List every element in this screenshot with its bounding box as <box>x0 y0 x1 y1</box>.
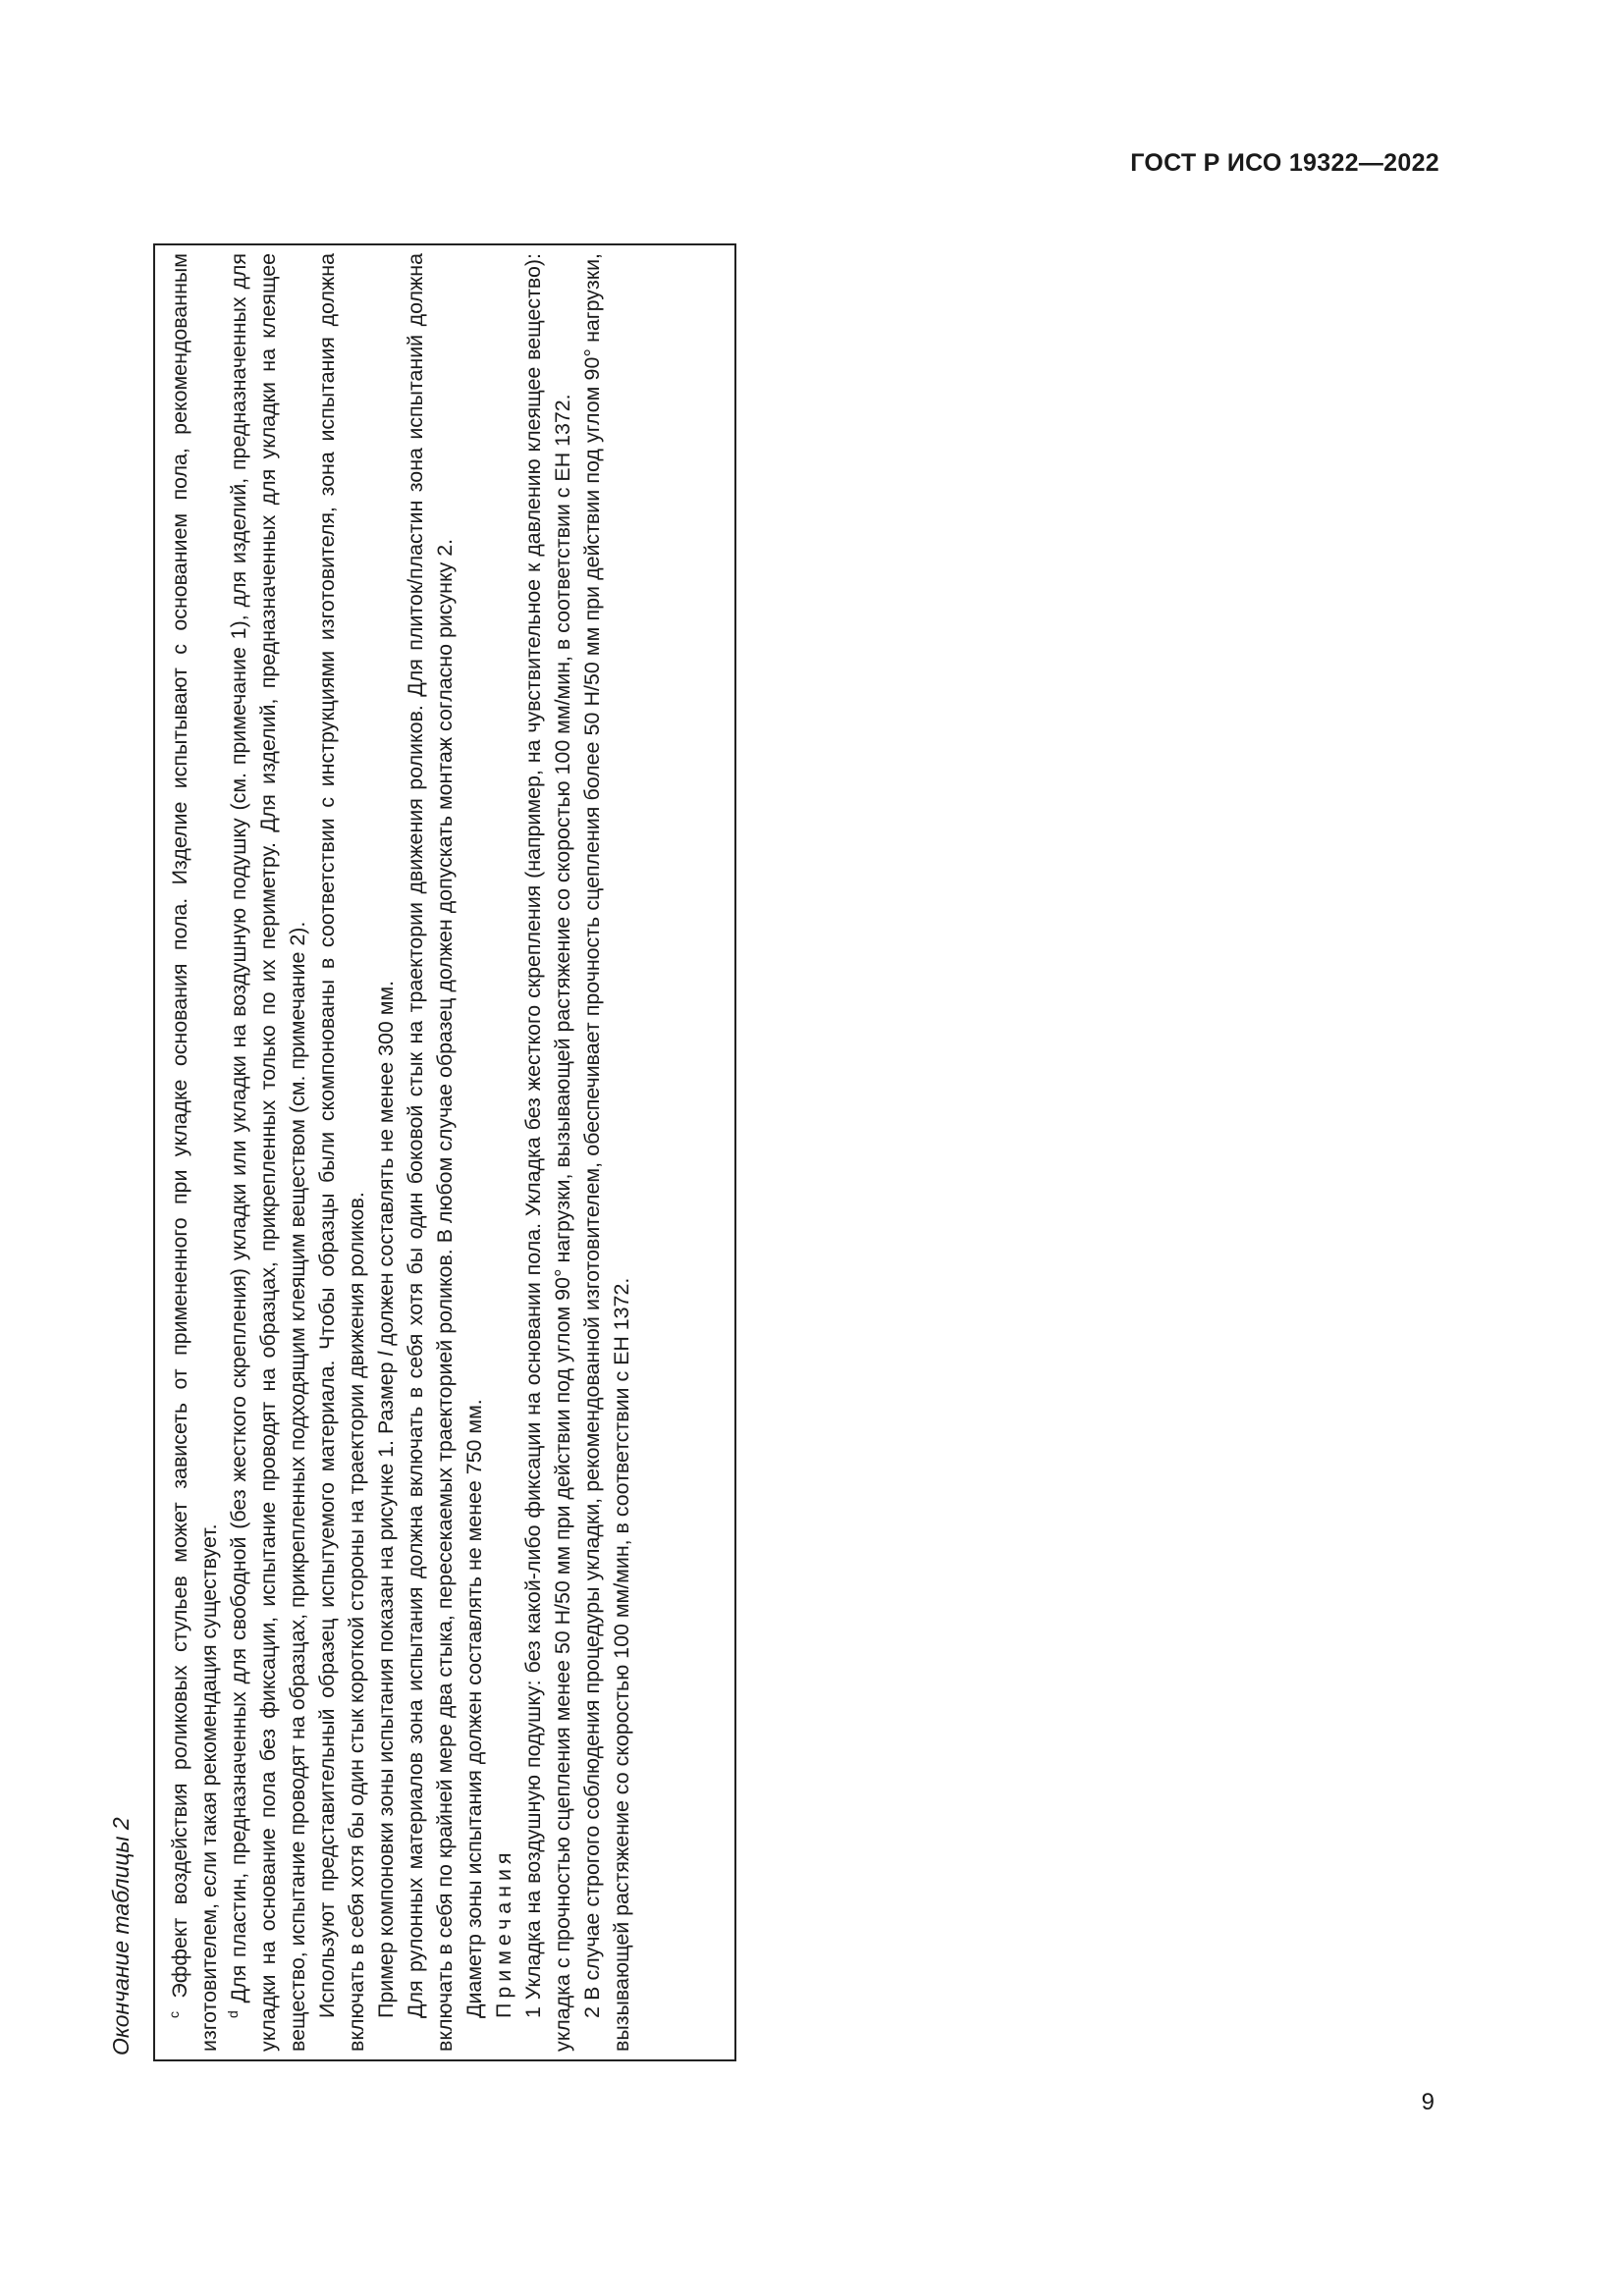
footnote-d <box>224 253 312 2052</box>
footnote-c-text: Эффект воздействия роликовых стульев может зависеть от примененного при укладке основания пола. Изделие испытывают с основанием пола, рекомендованным изготовителем, если такая рекомендация существует. <box>168 253 221 2052</box>
footnote-c <box>165 253 224 2052</box>
document-standard-number: ГОСТ Р ИСО 19322—2022 <box>1130 149 1439 177</box>
paragraph-layout-example <box>371 253 401 2052</box>
paragraph-specimen: Используют представительный образец испытуемого материала. Чтобы образцы были скомпонованы в соответствии с инструкциями изготовителя, зона испытания должна включать в себя хотя бы один стык короткой стороны на траектории движения роликов. <box>315 253 368 2052</box>
dimension-variable: l <box>374 1351 398 1357</box>
notes-heading: Примечания <box>492 1847 515 2018</box>
table-footnotes-box <box>153 243 736 2061</box>
footnote-d-text: Для пластин, предназначенных для свободной (без жесткого скрепления) укладки или укладки на воздушную подушку (см. примечание 1), для изделий, предназначенных для укладки на основание пола без фиксации, испытание проводят на образцах, прикрепленных только по их периметру. Для изделий, предназначенных для укладки на клеящее вещество, испытание проводят на образцах, прикрепленных подходящим клеящим веществом (см. примечание 2). <box>227 253 309 2052</box>
paragraph-layout-example-part1: Пример компоновки зоны испытания показан на рисунке 1. Размер <box>374 1356 398 2018</box>
table-caption: Окончание таблицы 2 <box>108 1817 134 2056</box>
note-1: 1 Укладка на воздушную подушку: без какой-либо фиксации на основании пола. Укладка без жесткого скрепления (например, на чувствительное к давлению клеящее вещество): укладка с прочностью сцепления менее 50 Н/50 мм при действии под углом 90° нагрузки, вызывающей растяжение со скоростью 100 мм/мин, в соответствии с ЕН 1372. <box>521 253 574 2052</box>
footnote-d-marker: d <box>224 2010 241 2018</box>
page-number: 9 <box>1421 2089 1435 2115</box>
paragraph-diameter: Диаметр зоны испытания должен составлять не менее 750 мм. <box>462 1399 486 2018</box>
footnote-c-marker: c <box>165 2011 182 2018</box>
rotated-table-page <box>108 216 854 2061</box>
paragraph-roll-materials: Для рулонных материалов зона испытания должна включать в себя хотя бы один боковой стык на траектории движения роликов. Для плиток/пластин зона испытаний должна включать в себя по крайней мере два стыка, пересекаемых траекторией роликов. В любом случае образец должен допускать монтаж согласно рисунку 2. <box>404 253 457 2052</box>
note-2: 2 В случае строгого соблюдения процедуры укладки, рекомендованной изготовителем, обеспечивает прочность сцепления более 50 Н/50 мм при действии под углом 90° нагрузки, вызывающей растяжение со скоростью 100 мм/мин, в соответствии с ЕН 1372. <box>580 253 633 2052</box>
paragraph-layout-example-part2: должен составлять не менее 300 мм. <box>374 980 398 1352</box>
